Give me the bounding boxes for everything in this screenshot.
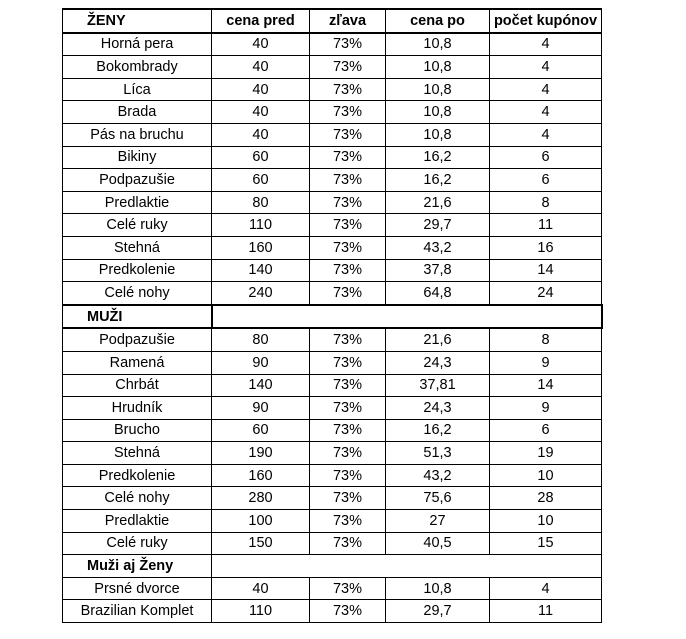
price-after-cell: 75,6 bbox=[386, 487, 490, 510]
table-row bbox=[63, 191, 602, 214]
price-before-cell: 150 bbox=[212, 532, 310, 555]
treatment-cell: Predkolenie bbox=[63, 259, 212, 282]
coupon-count-cell: 4 bbox=[490, 33, 602, 56]
price-before-cell: 100 bbox=[212, 510, 310, 533]
discount-cell: 73% bbox=[310, 442, 386, 465]
header-pocet-kuponov: počet kupónov bbox=[490, 9, 602, 33]
coupon-count-cell: 4 bbox=[490, 577, 602, 600]
treatment-cell: Predlaktie bbox=[63, 510, 212, 533]
treatment-cell: Podpazušie bbox=[63, 328, 212, 351]
price-after-cell: 37,81 bbox=[386, 374, 490, 397]
treatment-cell: Ramená bbox=[63, 351, 212, 374]
price-before-cell: 90 bbox=[212, 397, 310, 420]
discount-cell: 73% bbox=[310, 487, 386, 510]
table-row bbox=[63, 397, 602, 420]
discount-cell: 73% bbox=[310, 191, 386, 214]
price-after-cell: 24,3 bbox=[386, 351, 490, 374]
discount-cell: 73% bbox=[310, 78, 386, 101]
price-after-cell: 10,8 bbox=[386, 78, 490, 101]
treatment-cell: Celé nohy bbox=[63, 282, 212, 305]
table-row bbox=[63, 487, 602, 510]
coupon-count-cell: 6 bbox=[490, 169, 602, 192]
treatment-cell: Pás na bruchu bbox=[63, 123, 212, 146]
price-before-cell: 60 bbox=[212, 419, 310, 442]
discount-cell: 73% bbox=[310, 259, 386, 282]
table-row bbox=[63, 78, 602, 101]
table-row bbox=[63, 236, 602, 259]
section-muzi-aj-zeny-row bbox=[63, 555, 602, 578]
coupon-count-cell: 14 bbox=[490, 259, 602, 282]
table-row bbox=[63, 56, 602, 79]
price-after-cell: 21,6 bbox=[386, 328, 490, 351]
price-after-cell: 37,8 bbox=[386, 259, 490, 282]
price-before-cell: 160 bbox=[212, 236, 310, 259]
coupon-count-cell: 24 bbox=[490, 282, 602, 305]
header-cena-po: cena po bbox=[386, 9, 490, 33]
discount-cell: 73% bbox=[310, 56, 386, 79]
price-after-cell: 21,6 bbox=[386, 191, 490, 214]
treatment-cell: Celé ruky bbox=[63, 532, 212, 555]
header-zlava: zľava bbox=[310, 9, 386, 33]
table-row bbox=[63, 419, 602, 442]
price-before-cell: 40 bbox=[212, 123, 310, 146]
price-after-cell: 10,8 bbox=[386, 56, 490, 79]
section-muzi-aj-zeny-label: Muži aj Ženy bbox=[63, 555, 212, 578]
price-before-cell: 60 bbox=[212, 169, 310, 192]
treatment-cell: Predkolenie bbox=[63, 464, 212, 487]
treatment-cell: Predlaktie bbox=[63, 191, 212, 214]
coupon-count-cell: 9 bbox=[490, 351, 602, 374]
discount-cell: 73% bbox=[310, 374, 386, 397]
price-before-cell: 280 bbox=[212, 487, 310, 510]
price-before-cell: 90 bbox=[212, 351, 310, 374]
treatment-cell: Horná pera bbox=[63, 33, 212, 56]
table-row bbox=[63, 101, 602, 124]
treatment-cell: Stehná bbox=[63, 442, 212, 465]
table-row bbox=[63, 577, 602, 600]
discount-cell: 73% bbox=[310, 464, 386, 487]
discount-cell: 73% bbox=[310, 236, 386, 259]
treatment-cell: Hrudník bbox=[63, 397, 212, 420]
price-after-cell: 27 bbox=[386, 510, 490, 533]
discount-cell: 73% bbox=[310, 600, 386, 623]
price-before-cell: 110 bbox=[212, 214, 310, 237]
treatment-cell: Prsné dvorce bbox=[63, 577, 212, 600]
coupon-count-cell: 6 bbox=[490, 146, 602, 169]
price-after-cell: 29,7 bbox=[386, 600, 490, 623]
price-after-cell: 16,2 bbox=[386, 146, 490, 169]
price-after-cell: 16,2 bbox=[386, 169, 490, 192]
coupon-count-cell: 28 bbox=[490, 487, 602, 510]
table-row bbox=[63, 259, 602, 282]
coupon-count-cell: 10 bbox=[490, 510, 602, 533]
price-before-cell: 40 bbox=[212, 577, 310, 600]
price-after-cell: 40,5 bbox=[386, 532, 490, 555]
price-table-sheet bbox=[62, 8, 601, 623]
coupon-count-cell: 14 bbox=[490, 374, 602, 397]
price-before-cell: 160 bbox=[212, 464, 310, 487]
discount-cell: 73% bbox=[310, 351, 386, 374]
price-table-body bbox=[63, 9, 602, 623]
table-row bbox=[63, 374, 602, 397]
discount-cell: 73% bbox=[310, 577, 386, 600]
table-row bbox=[63, 328, 602, 351]
price-before-cell: 190 bbox=[212, 442, 310, 465]
table-row bbox=[63, 510, 602, 533]
discount-cell: 73% bbox=[310, 214, 386, 237]
treatment-cell: Celé nohy bbox=[63, 487, 212, 510]
section-muzi-aj-zeny-blank-cell bbox=[212, 555, 602, 578]
table-row bbox=[63, 146, 602, 169]
discount-cell: 73% bbox=[310, 328, 386, 351]
coupon-count-cell: 8 bbox=[490, 328, 602, 351]
discount-cell: 73% bbox=[310, 146, 386, 169]
coupon-count-cell: 4 bbox=[490, 78, 602, 101]
price-after-cell: 43,2 bbox=[386, 236, 490, 259]
table-row bbox=[63, 600, 602, 623]
price-before-cell: 240 bbox=[212, 282, 310, 305]
treatment-cell: Chrbát bbox=[63, 374, 212, 397]
discount-cell: 73% bbox=[310, 123, 386, 146]
table-row bbox=[63, 214, 602, 237]
table-row bbox=[63, 351, 602, 374]
price-after-cell: 51,3 bbox=[386, 442, 490, 465]
price-before-cell: 80 bbox=[212, 328, 310, 351]
discount-cell: 73% bbox=[310, 169, 386, 192]
section-muzi-blank-cell bbox=[212, 305, 602, 329]
table-row bbox=[63, 33, 602, 56]
price-after-cell: 16,2 bbox=[386, 419, 490, 442]
discount-cell: 73% bbox=[310, 532, 386, 555]
coupon-count-cell: 4 bbox=[490, 123, 602, 146]
discount-cell: 73% bbox=[310, 282, 386, 305]
treatment-cell: Podpazušie bbox=[63, 169, 212, 192]
price-before-cell: 110 bbox=[212, 600, 310, 623]
price-after-cell: 24,3 bbox=[386, 397, 490, 420]
coupon-count-cell: 6 bbox=[490, 419, 602, 442]
header-zeny: ŽENY bbox=[63, 9, 212, 33]
coupon-count-cell: 15 bbox=[490, 532, 602, 555]
coupon-count-cell: 19 bbox=[490, 442, 602, 465]
price-after-cell: 64,8 bbox=[386, 282, 490, 305]
coupon-count-cell: 11 bbox=[490, 214, 602, 237]
price-table bbox=[62, 8, 603, 623]
price-before-cell: 60 bbox=[212, 146, 310, 169]
table-row bbox=[63, 282, 602, 305]
table-row bbox=[63, 123, 602, 146]
treatment-cell: Bikiny bbox=[63, 146, 212, 169]
price-after-cell: 10,8 bbox=[386, 577, 490, 600]
discount-cell: 73% bbox=[310, 510, 386, 533]
discount-cell: 73% bbox=[310, 101, 386, 124]
treatment-cell: Brazilian Komplet bbox=[63, 600, 212, 623]
price-after-cell: 10,8 bbox=[386, 123, 490, 146]
price-before-cell: 140 bbox=[212, 374, 310, 397]
coupon-count-cell: 4 bbox=[490, 101, 602, 124]
treatment-cell: Bokombrady bbox=[63, 56, 212, 79]
price-after-cell: 10,8 bbox=[386, 33, 490, 56]
coupon-count-cell: 11 bbox=[490, 600, 602, 623]
treatment-cell: Stehná bbox=[63, 236, 212, 259]
treatment-cell: Brucho bbox=[63, 419, 212, 442]
table-row bbox=[63, 532, 602, 555]
discount-cell: 73% bbox=[310, 397, 386, 420]
price-before-cell: 40 bbox=[212, 56, 310, 79]
coupon-count-cell: 4 bbox=[490, 56, 602, 79]
price-before-cell: 140 bbox=[212, 259, 310, 282]
price-after-cell: 10,8 bbox=[386, 101, 490, 124]
discount-cell: 73% bbox=[310, 419, 386, 442]
treatment-cell: Brada bbox=[63, 101, 212, 124]
coupon-count-cell: 16 bbox=[490, 236, 602, 259]
treatment-cell: Líca bbox=[63, 78, 212, 101]
discount-cell: 73% bbox=[310, 33, 386, 56]
header-cena-pred: cena pred bbox=[212, 9, 310, 33]
price-before-cell: 40 bbox=[212, 101, 310, 124]
section-muzi-label: MUŽI bbox=[63, 305, 212, 329]
price-before-cell: 80 bbox=[212, 191, 310, 214]
table-row bbox=[63, 464, 602, 487]
price-before-cell: 40 bbox=[212, 78, 310, 101]
coupon-count-cell: 8 bbox=[490, 191, 602, 214]
price-after-cell: 43,2 bbox=[386, 464, 490, 487]
header-row bbox=[63, 9, 602, 33]
table-row bbox=[63, 169, 602, 192]
coupon-count-cell: 9 bbox=[490, 397, 602, 420]
price-after-cell: 29,7 bbox=[386, 214, 490, 237]
treatment-cell: Celé ruky bbox=[63, 214, 212, 237]
table-row bbox=[63, 442, 602, 465]
price-before-cell: 40 bbox=[212, 33, 310, 56]
section-muzi-row bbox=[63, 305, 602, 329]
coupon-count-cell: 10 bbox=[490, 464, 602, 487]
